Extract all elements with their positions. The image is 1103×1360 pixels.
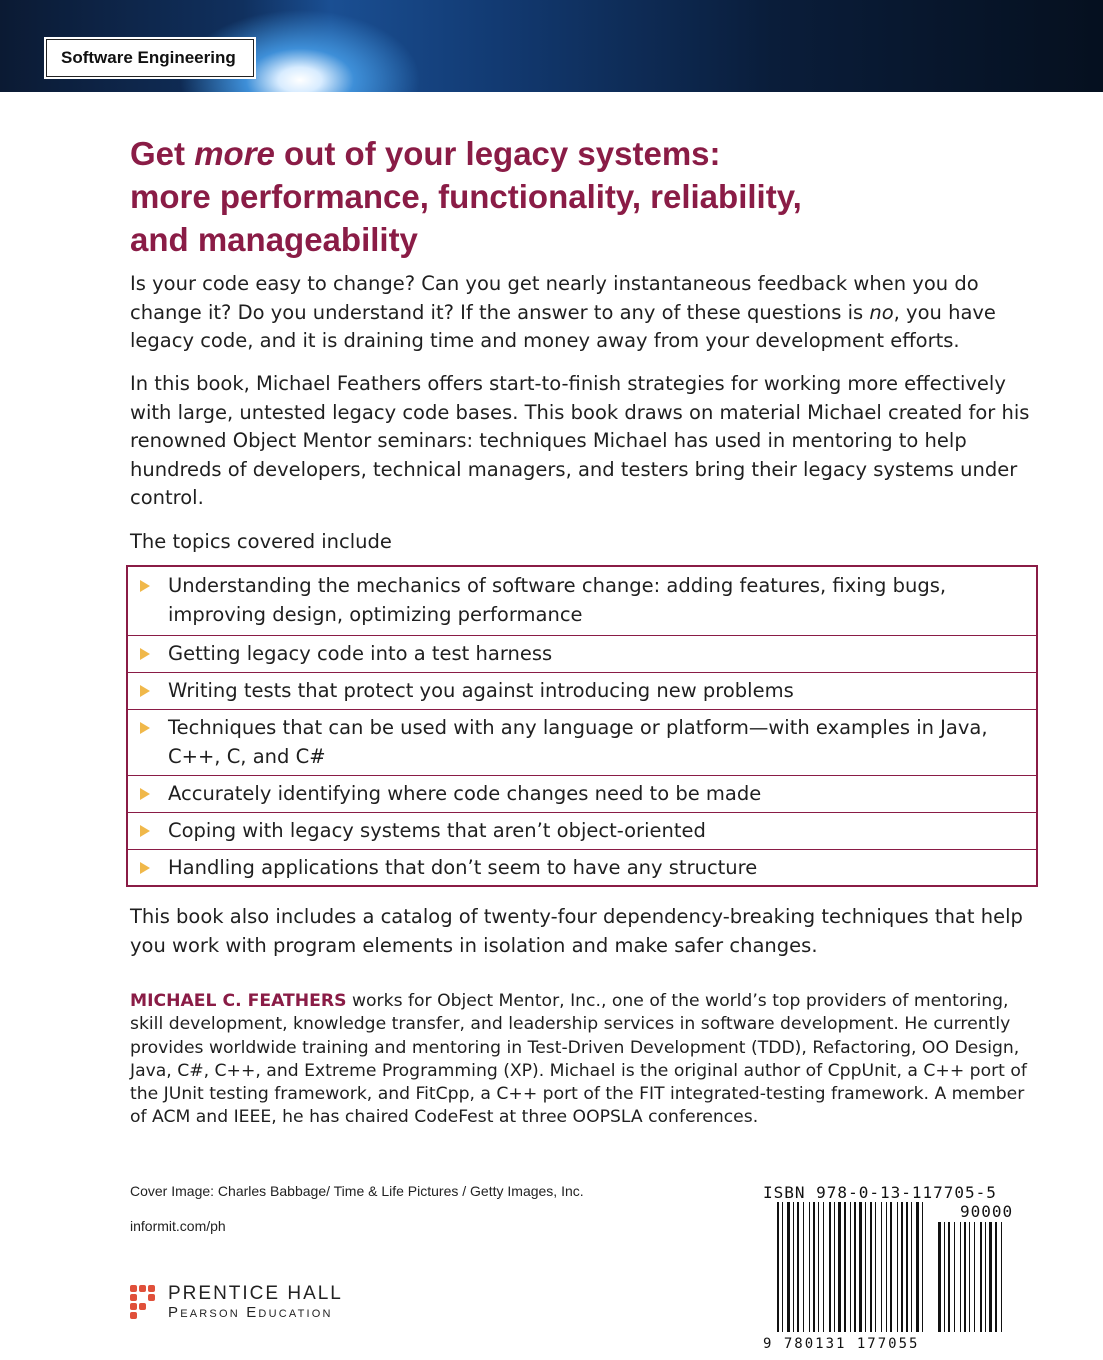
bullet-triangle-icon [140, 722, 150, 734]
headline-part: out of your legacy systems: [274, 135, 721, 172]
topics-box [126, 565, 1038, 887]
intro-paragraph [130, 270, 1030, 356]
barcode [775, 1200, 1007, 1350]
category-label: Software Engineering [46, 39, 254, 77]
topic-item [128, 635, 1036, 672]
intro-text: Is your code easy to change? Can you get nearly instantaneous feedback when you do change it? Do you understand it? If the answer to any of these questions is [130, 272, 979, 324]
barcode-number: 9 780131 177055 [763, 1336, 920, 1352]
price-code: 90000 [960, 1202, 1014, 1221]
headline-part: Get [130, 135, 195, 172]
headline-line-2: more performance, functionality, reliability, [130, 178, 802, 215]
isbn-text: ISBN 978-0-13-117705-5 [763, 1183, 997, 1202]
topic-text: Accurately identifying where code changes need to be made [168, 782, 762, 805]
headline-emphasis: more [194, 135, 275, 172]
publisher-parent: Pearson Education [168, 1304, 333, 1321]
topic-text: Handling applications that don’t seem to have any structure [168, 856, 758, 879]
cover-credit: Cover Image: Charles Babbage/ Time & Life Pictures / Getty Images, Inc. [130, 1183, 584, 1199]
cover-banner [0, 0, 1103, 92]
bullet-triangle-icon [140, 580, 150, 592]
topic-item [128, 849, 1036, 885]
topic-item [128, 709, 1036, 775]
website-link[interactable]: informit.com/ph [130, 1218, 226, 1234]
topic-text: Coping with legacy systems that aren’t object-oriented [168, 819, 706, 842]
topic-text: Getting legacy code into a test harness [168, 642, 553, 665]
headline [130, 132, 1010, 261]
bullet-triangle-icon [140, 825, 150, 837]
topic-item [128, 672, 1036, 709]
intro-text: , you have legacy code, and it is draining time and money away from your development efforts. [130, 300, 996, 353]
bullet-triangle-icon [140, 648, 150, 660]
catalog-paragraph: This book also includes a catalog of twenty-four dependency-breaking techniques that help you work with program elements in isolation and make safer changes. [130, 905, 1023, 957]
author-name: MICHAEL C. FEATHERS [130, 991, 347, 1011]
topic-item [128, 567, 1036, 635]
intro-emphasis: no [869, 300, 894, 324]
topic-text: Techniques that can be used with any language or platform—with examples in Java, C++, C, and C# [168, 716, 988, 768]
topics-intro: The topics covered include [130, 530, 392, 553]
bullet-triangle-icon [140, 685, 150, 697]
bullet-triangle-icon [140, 862, 150, 874]
topic-text: Understanding the mechanics of software change: adding features, fixing bugs, improving design, optimizing performance [168, 574, 947, 626]
topic-item [128, 812, 1036, 849]
about-paragraph: In this book, Michael Feathers offers start-to-finish strategies for working more effectively with large, untested legacy code bases. This book draws on material Michael created for his renowned Object Mentor seminars: techniques Michael has used in mentoring to help hundreds of developers, technical managers, and testers bring their legacy systems under control. [130, 372, 1030, 510]
author-bio [130, 990, 1035, 1130]
topic-text: Writing tests that protect you against introducing new problems [168, 679, 794, 702]
bio-text: works for Object Mentor, Inc., one of the world’s top providers of mentoring, skill development, knowledge transfer, and leadership services in software development. He currently provides worldwide training and mentoring in Test-Driven Development (TDD), Refactoring, OO Design, Java, C#, C++, and Extreme Programming (XP). Michael is the original author of CppUnit, a C++ port of the JUnit testing framework, and FitCpp, a C++ port of the FIT integrated-testing framework. A member of ACM and IEEE, he has chaired CodeFest at three OOPSLA conferences. [130, 991, 1027, 1128]
publisher-name: PRENTICE HALL [168, 1283, 343, 1304]
headline-line-3: and manageability [130, 221, 418, 258]
topic-item [128, 775, 1036, 812]
bullet-triangle-icon [140, 788, 150, 800]
publisher-logo-icon [130, 1285, 156, 1319]
